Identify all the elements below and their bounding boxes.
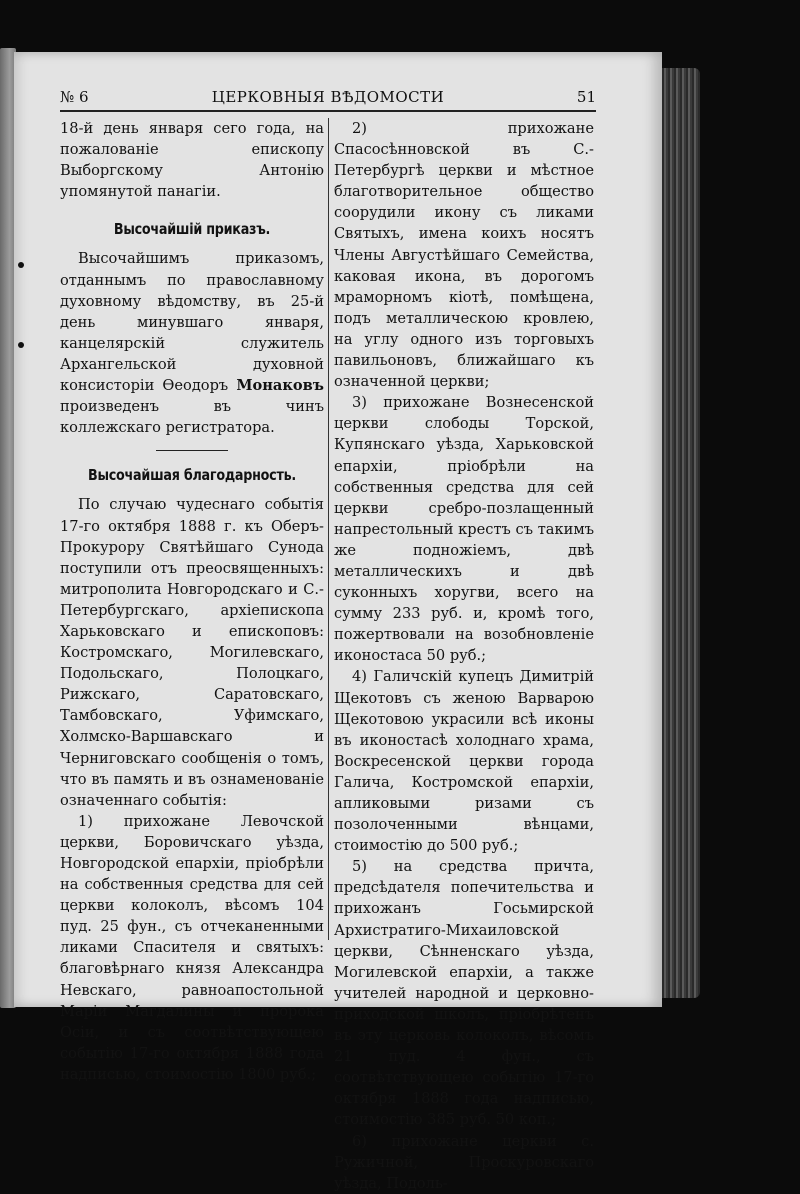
item-1-paragraph: 1) прихожане Левочской церкви, Боровичскаго уѣзда, Новгородской епархіи, пріобрѣли на собственныя средства для сей церкви колоколъ, вѣсомъ 104 пуд. 25 фун., съ отчеканенными ликами Спасителя и святыхъ: благовѣрнаго князя Александра Невскаго, равноапостольной Маріи Магдалины и пророка Осіи, и съ соотвѣтствующею событію 17-го октября 1888 года надписью, стоимостію 1800 руб.;	[60, 812, 324, 1083]
item-2-paragraph: 2) прихожане Спасосѣнновской въ С.-Петербургѣ церкви и мѣстное благотворительное общество соорудили икону съ ликами Святыхъ, имена коихъ носятъ Члены Августѣйшаго Семейства, каковая икона, въ дорогомъ мраморномъ кіотѣ, помѣщена, подъ металлическою кровлею, на углу одного изъ торговыхъ павильоновъ, ближайшаго къ означенной церкви;	[334, 120, 594, 391]
order-paragraph	[60, 248, 324, 438]
issue-number: № 6	[60, 88, 89, 106]
left-column	[60, 118, 324, 1083]
item-3-paragraph: 3) прихожане Вознесенской церкви слободы Торской, Купянскаго уѣзда, Харьковской епархіи, пріобрѣли на собственныя средства для сей церкви сребро-позлащенный напрестольный крестъ съ такимъ же подножіемъ, двѣ металлическихъ и двѣ суконныхъ хоругви, всего на сумму 233 руб. и, кромѣ того, пожертвовали на возобновленіе иконостаса 50 руб.;	[334, 394, 594, 665]
gratitude-paragraph: По случаю чудеснаго событія 17-го октября 1888 г. къ Оберъ-Прокурору Святѣйшаго Сунода поступили отъ преосвященныхъ: митрополита Новгородскаго и С.-Петербургскаго, архіепископа Харьковскаго и епископовъ: Костромскаго, Могилевскаго, Подольскаго, Полоцкаго, Рижскаго, Саратовскаго, Тамбовскаго, Уфимскаго, Холмско-Варшавскаго и Черниговскаго сообщенія о томъ, что въ память и въ ознаменованіе означеннаго событія:	[60, 496, 324, 809]
order-text-before: Высочайшимъ приказомъ, отданнымъ по православному духовному вѣдомству, въ 25-й день минувшаго января, канцелярскій служитель Архангельской духовной консисторіи Ѳеодоръ	[60, 250, 324, 395]
intro-paragraph: 18-й день января сего года, на пожалованіе епископу Выборгскому Антонію упомянутой панагіи.	[60, 120, 324, 201]
page-stack-edge	[656, 68, 700, 998]
running-header	[60, 88, 596, 112]
margin-mark	[18, 342, 24, 348]
column-divider	[328, 118, 329, 940]
order-text-after: произведенъ въ чинъ коллежскаго регистратора.	[60, 398, 324, 437]
page-number: 51	[576, 88, 596, 106]
margin-mark	[18, 262, 24, 268]
journal-title: ЦЕРКОВНЫЯ ВѢДОМОСТИ	[211, 88, 445, 106]
item-5-paragraph: 5) на средства причта, предсѣдателя попечительства и прихожанъ Госьмирской Архистратиго-Михаиловской церкви, Сѣнненскаго уѣзда, Могилевской епархіи, а также учителей народной и церковно-приходской школъ, пріобрѣтенъ въ эту церковь колоколъ, вѣсомъ 21 пуд. 4 фун., съ соотвѣтствующею событію 17-го октября 1888 года надписью, стоимостію 385 руб. 50 коп.;	[334, 858, 594, 1129]
item-6-paragraph: 6) прихожане церкви с. Ружичной, Проскуровскаго уѣзда, Подоль-	[334, 1132, 594, 1192]
heading-imperial-gratitude: Высочайшая благодарность.	[88, 466, 296, 485]
heading-imperial-order: Высочайшій приказъ.	[113, 220, 271, 239]
right-column	[334, 118, 594, 1192]
item-4-paragraph: 4) Галичскій купецъ Димитрій Щекотовъ съ женою Варварою Щекотовою украсили всѣ иконы въ иконостасѣ холоднаго храма, Воскресенской церкви города Галича, Костромской епархіи, апликовыми ризами съ позолоченными вѣнцами, стоимостію до 500 руб.;	[334, 668, 594, 855]
order-name: Монаковъ	[236, 377, 324, 395]
section-rule	[156, 450, 228, 451]
